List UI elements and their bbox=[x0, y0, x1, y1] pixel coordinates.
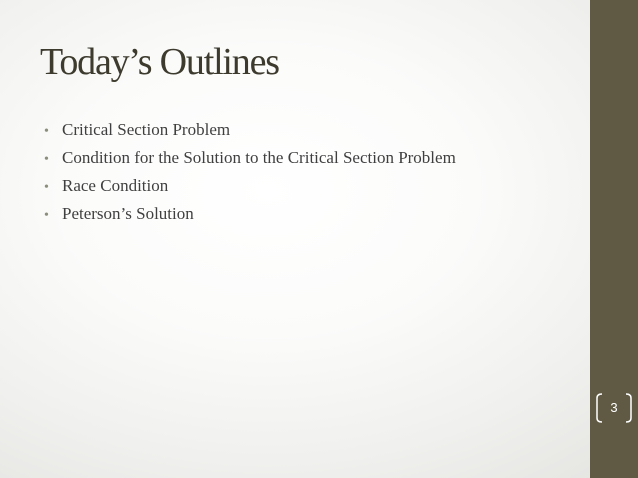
bullet-icon: • bbox=[44, 152, 49, 167]
list-item-text: Peterson’s Solution bbox=[62, 204, 194, 223]
list-item bbox=[44, 144, 456, 172]
list-item bbox=[44, 200, 456, 228]
bullet-icon: • bbox=[44, 124, 49, 139]
bullet-icon: • bbox=[44, 208, 49, 223]
list-item bbox=[44, 116, 456, 144]
list-item-text: Condition for the Solution to the Critical Section Problem bbox=[62, 148, 456, 167]
slide-title: Today’s Outlines bbox=[40, 41, 279, 83]
bullet-list bbox=[44, 116, 456, 228]
list-item-text: Race Condition bbox=[62, 176, 169, 195]
bullet-icon: • bbox=[44, 180, 49, 195]
slide-number-badge bbox=[594, 392, 634, 424]
list-item-text: Critical Section Problem bbox=[62, 120, 231, 139]
slide-number: 3 bbox=[610, 400, 618, 415]
list-item bbox=[44, 172, 456, 200]
